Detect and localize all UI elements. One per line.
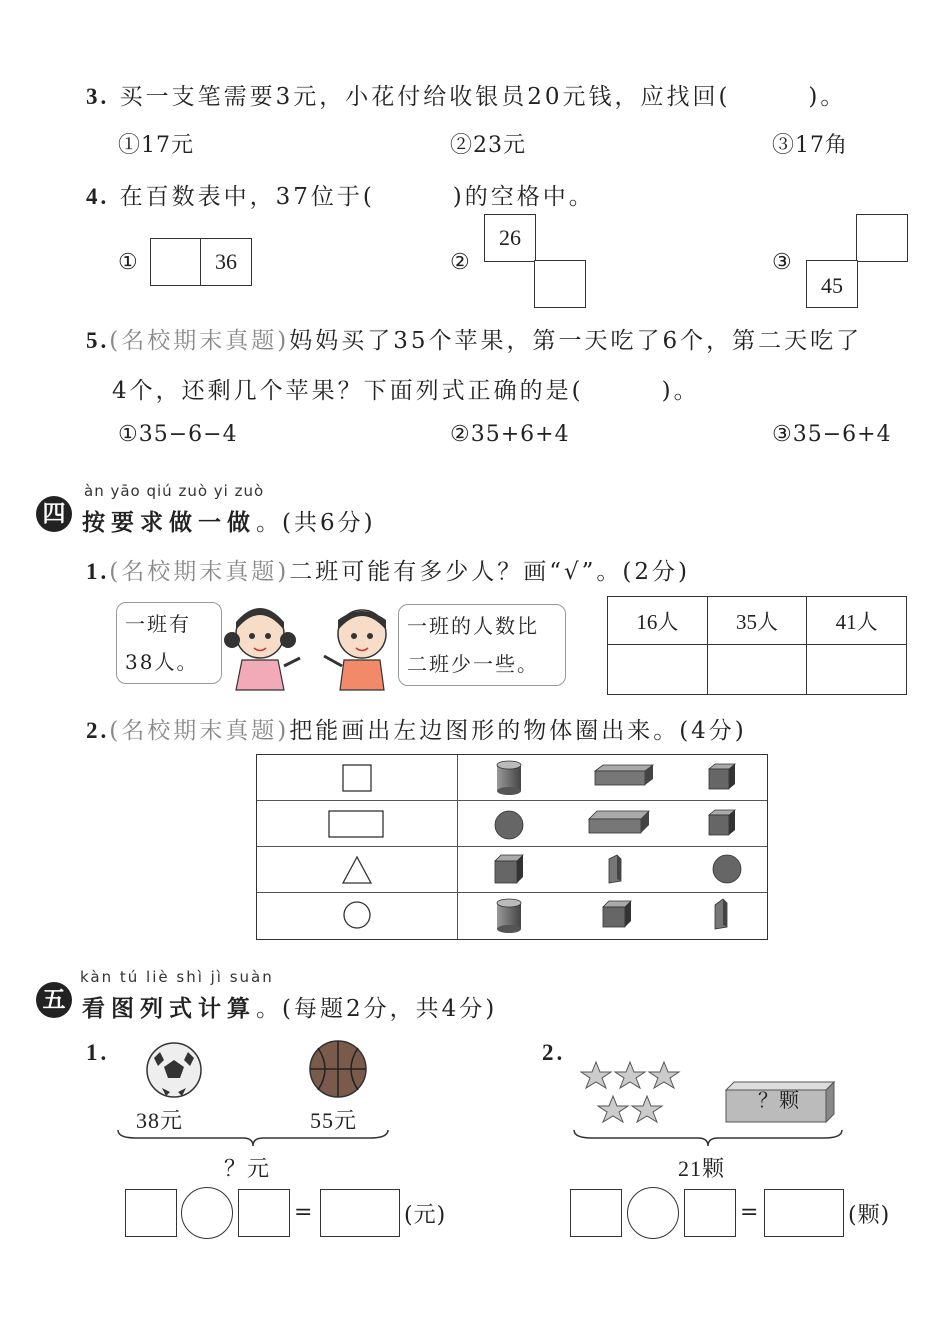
q5-number: 5.	[86, 328, 110, 353]
q4-opt2-cell	[484, 214, 536, 262]
boy-speech-line-1: 一班的人数比	[407, 614, 539, 638]
q5-tag: (名校期末真题)	[109, 328, 290, 354]
s4-q1-line	[86, 553, 690, 586]
box-label: ？颗	[758, 1088, 800, 1112]
header-16: 16人	[608, 597, 708, 645]
p1-operator-circle[interactable]	[181, 1187, 233, 1239]
p2-operator-circle[interactable]	[627, 1187, 679, 1239]
p1-answer-box-2[interactable]	[238, 1189, 290, 1237]
p2-answer-box-1[interactable]	[570, 1189, 622, 1237]
q4-opt1-cell	[200, 238, 252, 286]
basketball-icon	[306, 1038, 370, 1100]
section-5-badge: 五	[36, 982, 72, 1018]
girl-speech-line-1: 一班有	[125, 612, 191, 636]
p1-equals: =	[294, 1200, 314, 1225]
q5-text-2: 4个，还剩几个苹果？下面列式正确的是( )。	[112, 378, 700, 404]
p2-result-box[interactable]	[764, 1189, 844, 1237]
star-icon	[598, 1096, 628, 1122]
p2-answer-box-2[interactable]	[684, 1189, 736, 1237]
q4-cell-36: 36	[215, 249, 237, 274]
q4-option-2-label[interactable]: ②	[450, 250, 471, 275]
class-size-table	[607, 596, 907, 695]
star-icon	[632, 1096, 662, 1122]
soccer-price: 38元	[136, 1108, 184, 1133]
check-cell-16[interactable]	[608, 645, 708, 695]
triangular-prism-object[interactable]	[715, 899, 727, 929]
q4-text: 在百数表中，37位于( )的空格中。	[119, 184, 595, 210]
triangle-shape	[343, 857, 371, 883]
circle-shape	[344, 902, 370, 928]
girl-illustration	[218, 600, 308, 692]
q4-option-3-label[interactable]: ③	[772, 250, 793, 275]
section-4-title: 按要求做一做	[82, 509, 256, 536]
q5-text-1: 妈妈买了35个苹果，第一天吃了6个，第二天吃了	[289, 328, 863, 354]
s4-q2-text: 把能画出左边图形的物体圈出来。(4分)	[289, 718, 747, 744]
s4-q2-line	[86, 712, 747, 745]
q4-line	[86, 178, 595, 211]
boy-speech-line-2: 二班少一些。	[407, 652, 539, 676]
q4-cell-45: 45	[821, 273, 843, 298]
cube-object[interactable]	[709, 764, 735, 789]
q4-opt3-cell	[806, 260, 858, 308]
section-4-pinyin: àn yāo qiú zuò yi zuò	[84, 482, 265, 500]
girl-speech-bubble	[116, 602, 222, 684]
cylinder-object[interactable]	[497, 899, 521, 933]
s4-q1-text: 二班可能有多少人？画“√”。(2分)	[289, 559, 690, 585]
s4-q2-tag: (名校期末真题)	[109, 718, 290, 744]
q4-opt1-blank-cell	[150, 238, 202, 286]
s5-p1-number	[86, 1040, 109, 1066]
square-shape	[343, 765, 371, 791]
header-41: 41人	[807, 597, 907, 645]
section-5-title: 看图列式计算	[82, 995, 256, 1022]
brace-icon	[572, 1128, 844, 1150]
p2-unit: (颗)	[848, 1203, 891, 1228]
shape-object-table	[256, 754, 768, 940]
section-4-badge: 四	[36, 496, 72, 532]
girl-speech-line-2: 38人。	[125, 650, 199, 674]
s5-p1-num: 1.	[86, 1040, 110, 1065]
p1-result-box[interactable]	[320, 1189, 400, 1237]
s5-p2-num: 2.	[542, 1040, 566, 1065]
check-cell-35[interactable]	[707, 645, 807, 695]
boy-illustration	[318, 600, 398, 692]
p1-answer-box-1[interactable]	[125, 1189, 177, 1237]
s4-q2-number: 2.	[86, 718, 110, 743]
q3-option-2[interactable]: ②23元	[450, 133, 526, 158]
q4-cell-26: 26	[499, 225, 521, 250]
q3-number: 3.	[86, 84, 110, 109]
q4-opt2-blank-cell	[534, 260, 586, 308]
rectangle-shape	[329, 811, 383, 837]
q4-number: 4.	[86, 184, 110, 209]
q3-text: 买一支笔需要3元，小花付给收银员20元钱，应找回( )。	[119, 84, 847, 110]
s4-q1-tag: (名校期末真题)	[109, 559, 290, 585]
section-5-score: 。(每题2分，共4分)	[256, 996, 498, 1022]
section-5-pinyin: kàn tú liè shì jì suàn	[80, 968, 274, 986]
cube-object[interactable]	[603, 901, 631, 927]
stars-group	[580, 1060, 690, 1130]
soccer-ball-icon	[144, 1040, 204, 1100]
cube-object[interactable]	[495, 855, 523, 883]
p2-equals: =	[740, 1200, 760, 1225]
section-4-score: 。(共6分)	[256, 510, 376, 536]
triangular-prism-object[interactable]	[609, 855, 621, 883]
boy-speech-bubble	[398, 604, 566, 686]
q4-option-1-label[interactable]: ①	[118, 250, 139, 275]
q5-option-3[interactable]: ③35−6+4	[772, 422, 892, 447]
flat-cuboid-object[interactable]	[595, 765, 653, 785]
header-35: 35人	[707, 597, 807, 645]
section-5-heading	[82, 990, 497, 1023]
brace-icon	[116, 1128, 390, 1150]
q3-option-3[interactable]: ③17角	[772, 133, 848, 158]
star-icon	[649, 1062, 679, 1088]
p1-unit: (元)	[404, 1203, 447, 1228]
star-icon	[615, 1062, 645, 1088]
cube-object[interactable]	[709, 810, 735, 835]
q4-opt3-blank-cell	[856, 214, 908, 262]
star-icon	[581, 1062, 611, 1088]
q3-line	[86, 78, 846, 111]
q5-line-1	[86, 322, 862, 355]
p1-total-label: ？元	[224, 1157, 271, 1182]
q3-option-1[interactable]: ①17元	[118, 133, 194, 158]
check-cell-41[interactable]	[807, 645, 907, 695]
ball-object[interactable]	[495, 811, 523, 839]
section-4-heading	[82, 504, 376, 537]
flat-cuboid-object[interactable]	[589, 811, 649, 833]
s5-p2-number	[542, 1040, 565, 1066]
s4-q1-number: 1.	[86, 559, 110, 584]
q5-option-2[interactable]: ②35+6+4	[450, 422, 570, 447]
ball-object[interactable]	[713, 855, 741, 883]
shapes-svg	[257, 755, 767, 939]
cylinder-object[interactable]	[497, 761, 521, 795]
q5-option-1[interactable]: ①35−6−4	[118, 422, 238, 447]
p2-total-label: 21颗	[678, 1156, 726, 1181]
basketball-price: 55元	[310, 1108, 358, 1133]
